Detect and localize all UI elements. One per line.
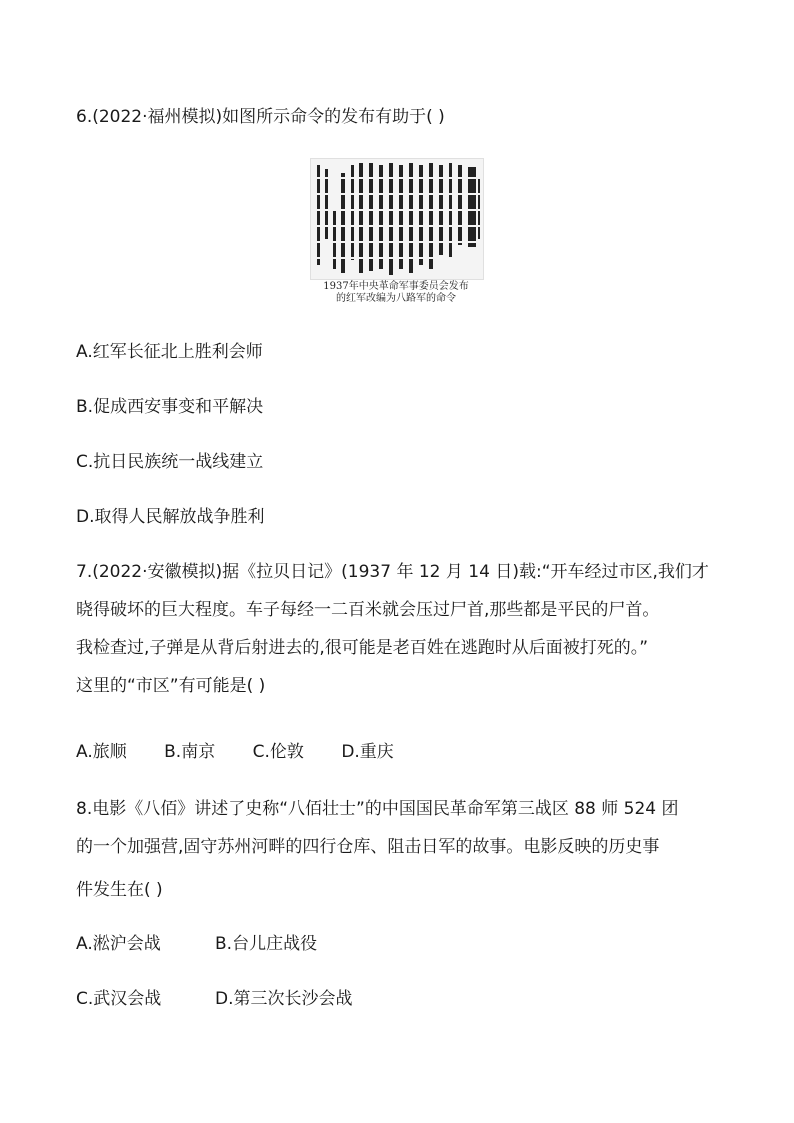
figure-caption-line-2: 的红军改编为八路军的命令	[336, 293, 456, 304]
q7-option-d[interactable]: D.重庆	[341, 742, 394, 762]
q6-option-c[interactable]: C.抗日民族统一战线建立	[76, 452, 264, 472]
q8-stem-line-3: 件发生在( )	[76, 880, 163, 900]
q7-stem-line-3: 我检查过,子弹是从背后射进去的,很可能是老百姓在逃跑时从后面被打死的。”	[76, 638, 649, 658]
q7-options	[76, 740, 426, 764]
q7-option-b[interactable]: B.南京	[164, 742, 216, 762]
q7-stem-line-4: 这里的“市区”有可能是( )	[76, 676, 266, 696]
figure-caption	[310, 281, 482, 305]
q6-option-a[interactable]: A.红军长征北上胜利会师	[76, 342, 263, 362]
figure-caption-line-1: 1937年中央革命军事委员会发布	[323, 281, 469, 292]
q6-stem: 6.(2022·福州模拟)如图所示命令的发布有助于( )	[76, 107, 445, 127]
q8-option-c[interactable]: C.武汉会战	[76, 989, 162, 1009]
q7-stem-line-1: 7.(2022·安徽模拟)据《拉贝日记》(1937 年 12 月 14 日)载:“开车经过市区,我们才	[76, 562, 709, 582]
q6-option-d[interactable]: D.取得人民解放战争胜利	[76, 507, 265, 527]
q8-option-d[interactable]: D.第三次长沙会战	[215, 989, 353, 1009]
q7-option-a[interactable]: A.旅顺	[76, 742, 127, 762]
order-document-image	[310, 158, 484, 280]
q7-stem-line-2: 晓得破坏的巨大程度。车子每经一二百米就会压过尸首,那些都是平民的尸首。	[76, 600, 660, 620]
q8-stem-line-1: 8.电影《八佰》讲述了史称“八佰壮士”的中国国民革命军第三战区 88 师 524 团	[76, 799, 679, 819]
q8-stem-line-2: 的一个加强营,固守苏州河畔的四行仓库、阻击日军的故事。电影反映的历史事	[76, 837, 660, 857]
q6-figure	[310, 158, 482, 306]
q8-option-b[interactable]: B.台儿庄战役	[215, 934, 318, 954]
q7-option-c[interactable]: C.伦敦	[252, 742, 304, 762]
q8-option-a[interactable]: A.淞沪会战	[76, 934, 161, 954]
q6-option-b[interactable]: B.促成西安事变和平解决	[76, 397, 264, 417]
